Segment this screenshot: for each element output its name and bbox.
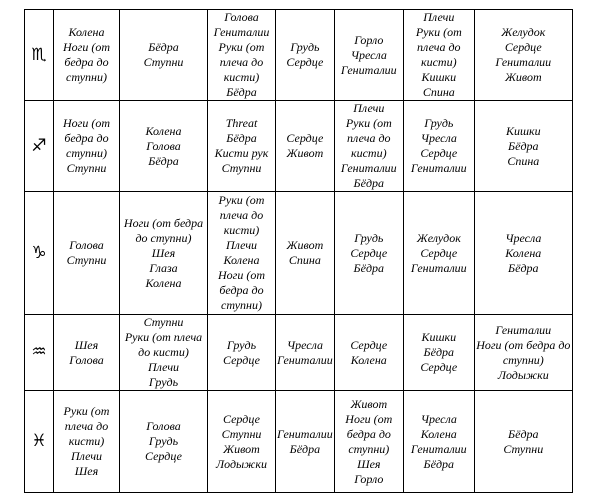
cell-line: Кисти рук [214,146,269,160]
cell-line: Сердце [145,449,182,463]
table-cell [276,315,335,391]
cell-line: плеча до [219,208,264,222]
table-row [25,10,573,101]
cell-line: Сердце [350,337,388,352]
cell-line: кисти) [68,434,105,448]
cell-line: плеча до [347,131,391,145]
table-cell [276,192,335,315]
table-cell [120,315,208,391]
table-cell [276,10,335,101]
cell-line: кисти) [350,146,387,160]
cell-line: Бёдра [423,456,455,471]
sagittarius-icon: ♐ [25,101,54,192]
cell-line: Бёдра [226,131,257,145]
cell-line: Ступни [503,441,544,456]
zodiac-body-table-container [24,9,573,493]
cell-line: Колена [145,275,182,290]
cell-line: ступни) [348,441,390,456]
table-cell [120,101,208,192]
cell-line: Колена [145,123,182,138]
cell-line: Ступни [221,161,262,175]
cell-line: Грудь [148,375,179,389]
aquarius-icon: ♒ [25,315,54,391]
cell-line: Гениталии [340,62,397,77]
cell-line: Руки (от [218,193,265,207]
cell-line: Threat [225,116,258,130]
cell-line: Руки (от [415,25,462,39]
table-cell [208,10,276,101]
table-row [25,192,573,315]
capricorn-icon: ♑ [25,192,54,315]
table-cell [54,101,120,192]
table-cell [334,101,403,192]
cell-line: Бёдра [423,345,455,359]
cell-line: Колена [420,426,457,441]
cell-line: Гениталии [410,161,467,175]
cell-line: Бёдра [508,260,539,275]
table-cell [208,315,276,391]
cell-line: Бёдра [508,138,539,153]
cell-line: Грудь [148,434,179,448]
cell-line: Спина [507,153,540,168]
cell-line: Сердце [223,352,260,367]
table-cell [403,315,474,391]
cell-line: Ступни [66,161,107,175]
cell-line: Колена [505,245,542,260]
cell-line: Бёдра [289,441,321,456]
cell-line: Гениталии [340,161,397,175]
cell-line: плеча до [64,419,109,433]
table-cell [54,10,120,101]
cell-line: Сердце [223,411,260,426]
table-cell [120,192,208,315]
cell-line: Грудь [226,337,257,352]
cell-line: Голова [69,352,104,367]
cell-line: Гениталии [277,426,333,441]
table-row [25,101,573,192]
cell-line: Бёдра [226,85,257,99]
cell-line: Шея [74,464,99,478]
cell-line: Кишки [421,70,457,84]
cell-line: кисти) [420,55,457,69]
cell-line: Живот [350,396,388,411]
cell-line: кисти) [223,70,260,84]
cell-line: Спина [422,85,455,99]
cell-line: Шея [151,245,176,260]
table-cell [474,192,572,315]
cell-line: Сердце [350,245,388,260]
cell-line: ступни) [221,298,262,312]
table-cell [334,192,403,315]
cell-line: Ноги (от [62,116,110,130]
cell-line: ступни) [66,70,107,84]
table-cell [474,101,572,192]
cell-line: Плечи [225,238,258,252]
cell-line: бедра до [64,55,109,69]
cell-line: Чресла [286,337,323,352]
cell-line: Ступни [66,253,107,267]
zodiac-body-parts-table [24,9,573,493]
cell-line: Голова [146,138,181,153]
cell-line: Желудок [501,25,546,39]
cell-line: Руки (от [345,116,392,130]
cell-line: Лодыжки [497,367,549,382]
cell-line: Живот [286,146,324,160]
cell-line: Грудь [424,116,454,130]
cell-line: кисти) [223,223,260,237]
cell-line: Ступни [221,426,262,441]
cell-line: Чресла [505,230,542,245]
cell-line: Колена [223,253,260,267]
cell-line: Ноги (от бедра до [476,337,571,352]
cell-line: до ступни) [135,230,192,245]
scorpio-icon: ♏ [25,10,54,101]
table-cell [403,391,474,493]
cell-line: Руки (от [63,404,110,418]
table-cell [403,10,474,101]
table-cell [208,192,276,315]
cell-line: бедра до [64,131,109,145]
table-row [25,315,573,391]
table-cell [208,391,276,493]
table-cell [208,101,276,192]
table-cell [403,101,474,192]
cell-line: Ступни [143,55,184,69]
cell-line: Ступни [143,315,184,329]
table-row [25,391,573,493]
table-cell [403,192,474,315]
cell-line: Колена [68,25,105,39]
cell-line: Сердце [420,146,458,160]
cell-line: Плечи [423,10,455,24]
cell-line: Горло [354,32,384,47]
cell-line: Бёдра [148,40,179,54]
table-cell [334,10,403,101]
cell-line: Сердце [420,245,458,260]
cell-line: Гениталии [410,260,467,275]
cell-line: Живот [223,441,260,456]
cell-line: Ноги (от [345,411,393,426]
cell-line: Плечи [353,101,385,115]
cell-line: Голова [146,419,181,433]
cell-line: Гениталии [277,352,333,367]
cell-line: Бёдра [148,153,179,168]
pisces-icon: ♓ [25,391,54,493]
table-cell [54,391,120,493]
cell-line: Горло [354,471,384,486]
table-cell [474,391,572,493]
cell-line: Чресла [420,131,457,145]
cell-line: плеча до [219,55,264,69]
cell-line: Живот [286,238,324,252]
cell-line: Сердце [286,55,324,69]
cell-line: Гениталии [495,55,552,69]
cell-line: Чресла [350,47,387,62]
cell-line: Глаза [149,260,178,275]
cell-line: Гениталии [213,25,270,39]
cell-line: Бёдра [353,260,385,275]
cell-line: Грудь [354,230,384,245]
table-cell [54,192,120,315]
cell-line: до кисти) [138,345,189,359]
cell-line: Плечи [70,449,103,463]
cell-line: Шея [74,337,99,352]
cell-line: Ноги (от бедра [123,215,204,230]
cell-line: Живот [504,70,542,84]
table-cell [120,391,208,493]
table-cell [474,10,572,101]
cell-line: Гениталии [410,441,467,456]
cell-line: Руки (от плеча [124,330,203,344]
cell-line: Бёдра [508,426,539,441]
cell-line: ступни) [66,146,107,160]
cell-line: Плечи [147,360,180,374]
cell-line: Спина [288,253,321,267]
table-cell [276,101,335,192]
cell-line: Желудок [416,230,461,245]
table-cell [334,391,403,493]
cell-line: Гениталии [495,322,552,337]
cell-line: Грудь [290,40,320,54]
cell-line: Кишки [505,123,541,138]
cell-line: Руки (от [218,40,265,54]
table-cell [120,10,208,101]
cell-line: Голова [69,238,104,252]
cell-line: ступни) [502,352,544,367]
cell-line: Ноги (от [62,40,110,54]
cell-line: плеча до [417,40,461,54]
cell-line: Чресла [420,411,457,426]
table-cell [474,315,572,391]
cell-line: Лодыжки [216,456,267,471]
table-cell [334,315,403,391]
cell-line: Голова [224,10,259,24]
cell-line: Сердце [420,360,458,374]
table-cell [54,315,120,391]
cell-line: Бёдра [353,176,385,190]
cell-line: Колена [350,352,387,367]
table-cell [276,391,335,493]
cell-line: бедра до [219,283,264,297]
cell-line: Шея [357,456,381,471]
cell-line: Сердце [286,131,324,145]
cell-line: Ноги (от [217,268,265,282]
cell-line: Кишки [421,330,457,344]
cell-line: бедра до [346,426,391,441]
cell-line: Сердце [504,40,542,54]
